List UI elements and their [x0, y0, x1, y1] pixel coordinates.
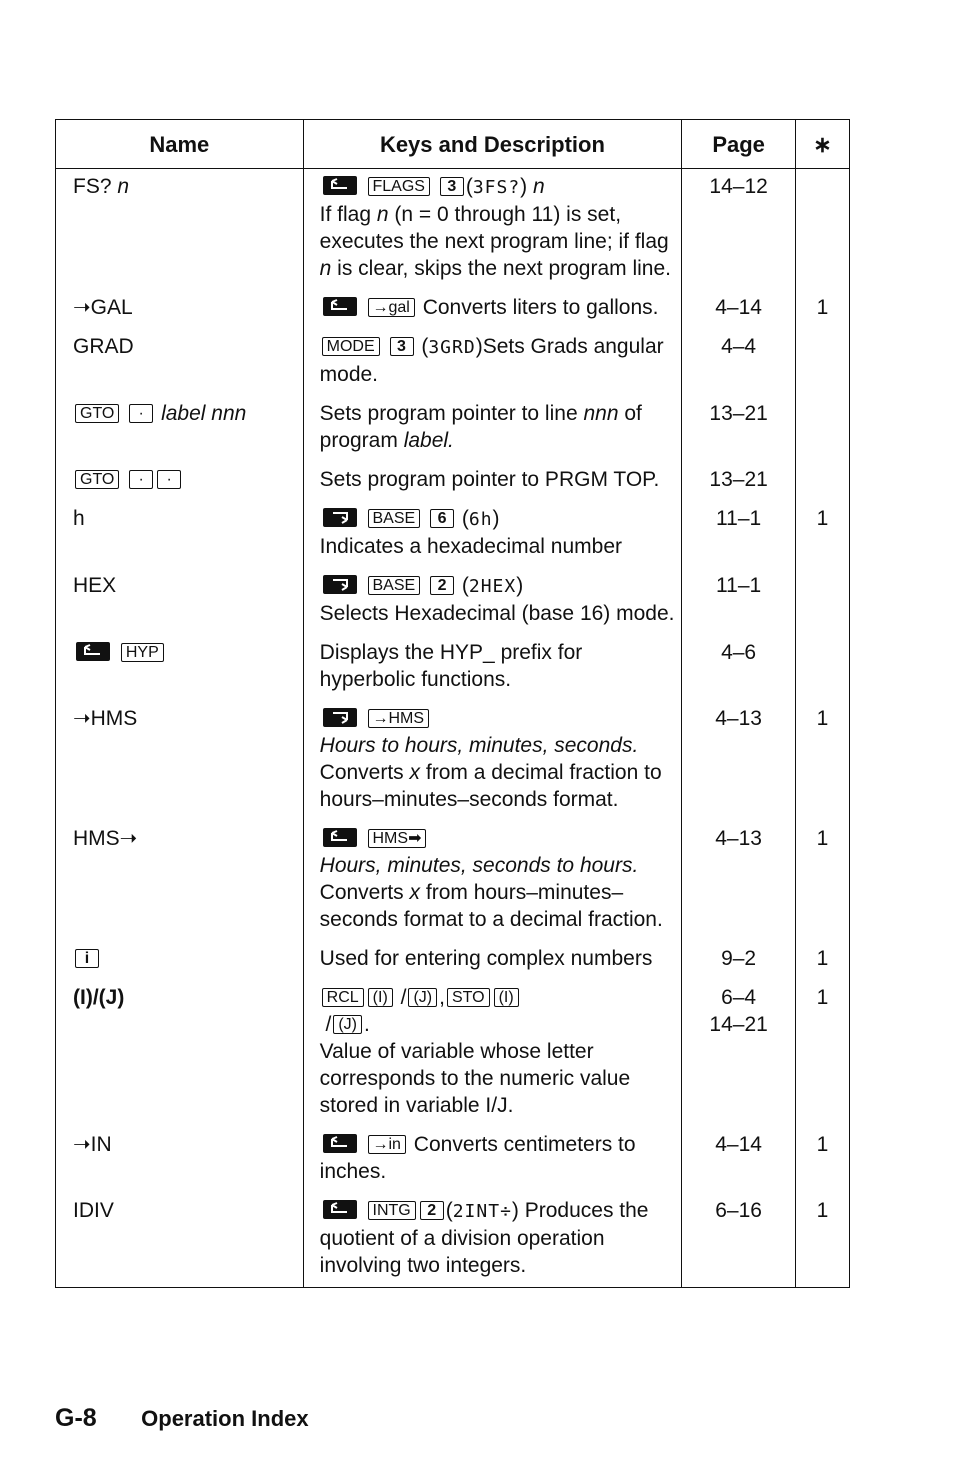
display-text: 3GRD — [428, 337, 476, 358]
table-row: IDIV INTG 2 (2INT÷) Produces the quotient of a division operation involving two integers. 6–16 1 — [56, 1193, 850, 1288]
op-name: GRAD — [73, 335, 134, 358]
key: →in — [368, 1135, 406, 1154]
key: 3 — [390, 337, 414, 356]
arrow-right-icon: ➝ — [73, 296, 91, 319]
left-shift-key-icon — [323, 828, 357, 847]
op-name: FS? — [73, 175, 118, 198]
param: n — [319, 257, 332, 280]
op-name: IDIV — [73, 1199, 114, 1222]
param: x — [409, 881, 421, 904]
display-text: 2INT÷ — [452, 1201, 512, 1222]
page-ref: 13–21 — [709, 402, 768, 425]
op-name-param: n — [117, 175, 130, 198]
op-name: HEX — [73, 574, 117, 597]
key: 2 — [430, 576, 454, 595]
description: Converts — [319, 761, 410, 784]
table-row — [56, 462, 850, 501]
key: i — [75, 949, 99, 968]
header-star: ∗ — [796, 120, 850, 169]
section-title: Operation Index — [141, 1406, 309, 1431]
table-header-row — [56, 120, 850, 169]
key: GTO — [75, 470, 119, 489]
star-ref: 1 — [816, 986, 829, 1009]
arrow-right-icon: ➝ — [119, 827, 138, 850]
key: HMS➡ — [368, 829, 427, 848]
description: from a decimal fraction to hours–minutes–seconds format. — [319, 761, 662, 811]
star-ref: 1 — [816, 827, 829, 850]
description: If flag — [319, 203, 377, 226]
page-ref: 6–4 — [721, 986, 757, 1009]
key: 2 — [420, 1201, 444, 1220]
star-ref: 1 — [816, 1133, 829, 1156]
description: Produces the quotient of a division operation involving two integers. — [319, 1199, 649, 1277]
description: Used for entering complex numbers — [319, 947, 653, 970]
page-ref: 4–13 — [715, 827, 762, 850]
separator: , — [439, 986, 445, 1009]
star-ref: 1 — [816, 947, 829, 970]
key: HYP — [121, 643, 164, 662]
left-shift-key-icon — [76, 642, 110, 661]
page-ref: 11–1 — [716, 574, 762, 597]
arrow-right-icon: ➝ — [73, 1133, 91, 1156]
key: (J) — [333, 1015, 362, 1034]
key: →gal — [368, 298, 415, 317]
op-name: IN — [90, 1133, 112, 1156]
star-ref — [796, 329, 849, 341]
key: (J) — [408, 988, 437, 1007]
description: Selects Hexadecimal (base 16) mode. — [319, 602, 675, 625]
param: x — [409, 761, 421, 784]
description: of program — [319, 402, 642, 452]
table-row — [56, 1127, 850, 1193]
table-row: FS? n FLAGS 3 (3FS?) n If flag n (n = 0 through 11) is set, executes the next program line; if flag n is clear, skips the next program line. 14–12 — [56, 169, 850, 291]
description: Indicates a hexadecimal number — [319, 535, 622, 558]
key: FLAGS — [368, 177, 430, 196]
key: · — [129, 470, 153, 489]
separator: / — [325, 1013, 332, 1036]
description: Value of variable whose letter corresponds to the numeric value stored in variable I/J. — [319, 1040, 631, 1117]
param: n — [533, 175, 545, 198]
key: · — [157, 470, 181, 489]
table-row: HEX BASE 2 (2HEX) Selects Hexadecimal (base 16) mode. 11–1 — [56, 568, 850, 635]
table-row — [56, 701, 850, 821]
header-page: Page — [682, 120, 796, 169]
star-ref — [796, 568, 849, 580]
op-name: h — [73, 507, 85, 530]
param: nnn — [583, 402, 619, 425]
table-row — [56, 821, 850, 941]
star-ref: 1 — [816, 507, 829, 530]
key: STO — [447, 988, 490, 1007]
page-ref: 4–6 — [721, 641, 757, 664]
description: Converts centimeters to inches. — [319, 1133, 636, 1183]
right-shift-key-icon — [323, 508, 357, 527]
key: RCL — [322, 988, 364, 1007]
operation-index-table — [55, 119, 850, 1288]
op-name: HMS — [73, 827, 120, 850]
display-text: 6h — [468, 509, 493, 530]
op-name: (I)/(J) — [73, 986, 125, 1009]
description: Converts liters to gallons. — [422, 296, 659, 319]
description-title: Hours to hours, minutes, seconds. — [319, 734, 639, 757]
page-ref: 4–14 — [715, 1133, 762, 1156]
header-keys: Keys and Description — [303, 120, 682, 169]
key: 3 — [440, 177, 464, 196]
description: Converts — [319, 881, 410, 904]
page-ref: 14–12 — [709, 175, 768, 198]
page-ref: 4–4 — [721, 335, 757, 358]
page-number: G-8 — [55, 1404, 97, 1432]
table-row — [56, 635, 850, 701]
page-ref: 13–21 — [709, 468, 768, 491]
left-shift-key-icon — [323, 297, 357, 316]
page-ref: 11–1 — [716, 507, 762, 530]
table-row — [56, 980, 850, 1127]
separator: / — [400, 986, 407, 1009]
description: Sets Grads angular mode. — [319, 335, 664, 386]
separator: . — [364, 1013, 370, 1036]
table-row — [56, 941, 850, 980]
page-ref: 9–2 — [721, 947, 757, 970]
left-shift-key-icon — [323, 176, 357, 195]
page-ref: 14–21 — [709, 1013, 768, 1036]
op-name: HMS — [90, 707, 138, 730]
page-ref: 6–16 — [715, 1199, 762, 1222]
key: GTO — [75, 404, 119, 423]
op-name-param: label nnn — [161, 402, 247, 425]
table-row: GRAD MODE 3 (3GRD)Sets Grads angular mode. 4–4 — [56, 329, 850, 396]
key: BASE — [368, 509, 421, 528]
key: 6 — [430, 509, 454, 528]
star-ref: 1 — [816, 296, 829, 319]
display-text: 2HEX — [468, 576, 517, 597]
key: · — [129, 404, 153, 423]
description: from hours–minutes–seconds format to a decimal fraction. — [319, 881, 663, 931]
page-footer — [55, 1404, 309, 1433]
table-row — [56, 396, 850, 462]
description: Displays the HYP_ prefix for hyperbolic functions. — [319, 641, 583, 691]
description-title: Hours, minutes, seconds to hours. — [319, 854, 639, 877]
param: n — [376, 203, 389, 226]
key: (I) — [494, 988, 519, 1007]
header-name: Name — [56, 120, 304, 169]
key: BASE — [368, 576, 421, 595]
left-shift-key-icon — [323, 1134, 357, 1153]
star-ref — [796, 396, 849, 408]
left-shift-key-icon — [323, 1200, 357, 1219]
page-ref: 4–14 — [715, 296, 762, 319]
right-shift-key-icon — [323, 575, 357, 594]
star-ref: 1 — [816, 707, 829, 730]
key: →HMS — [368, 709, 430, 728]
right-shift-key-icon — [323, 708, 357, 727]
star-ref — [796, 169, 849, 181]
key: (I) — [368, 988, 393, 1007]
display-text: 3FS? — [472, 177, 521, 198]
table-row — [56, 290, 850, 329]
page-ref: 4–13 — [715, 707, 762, 730]
arrow-right-icon: ➝ — [73, 707, 91, 730]
table-row: h BASE 6 (6h) Indicates a hexadecimal number 11–1 1 — [56, 501, 850, 568]
description: Sets program pointer to line — [319, 402, 584, 425]
param: label. — [403, 429, 454, 452]
description: Sets program pointer to PRGM TOP. — [319, 468, 660, 491]
star-ref — [796, 635, 849, 647]
key: MODE — [322, 337, 380, 356]
star-ref: 1 — [816, 1199, 829, 1222]
star-ref — [796, 462, 849, 474]
description: (n = 0 through 11) is set, executes the next program line; if flag — [319, 203, 669, 253]
op-name: GAL — [90, 296, 133, 319]
key: INTG — [368, 1201, 416, 1220]
description: is clear, skips the next program line. — [331, 257, 671, 280]
